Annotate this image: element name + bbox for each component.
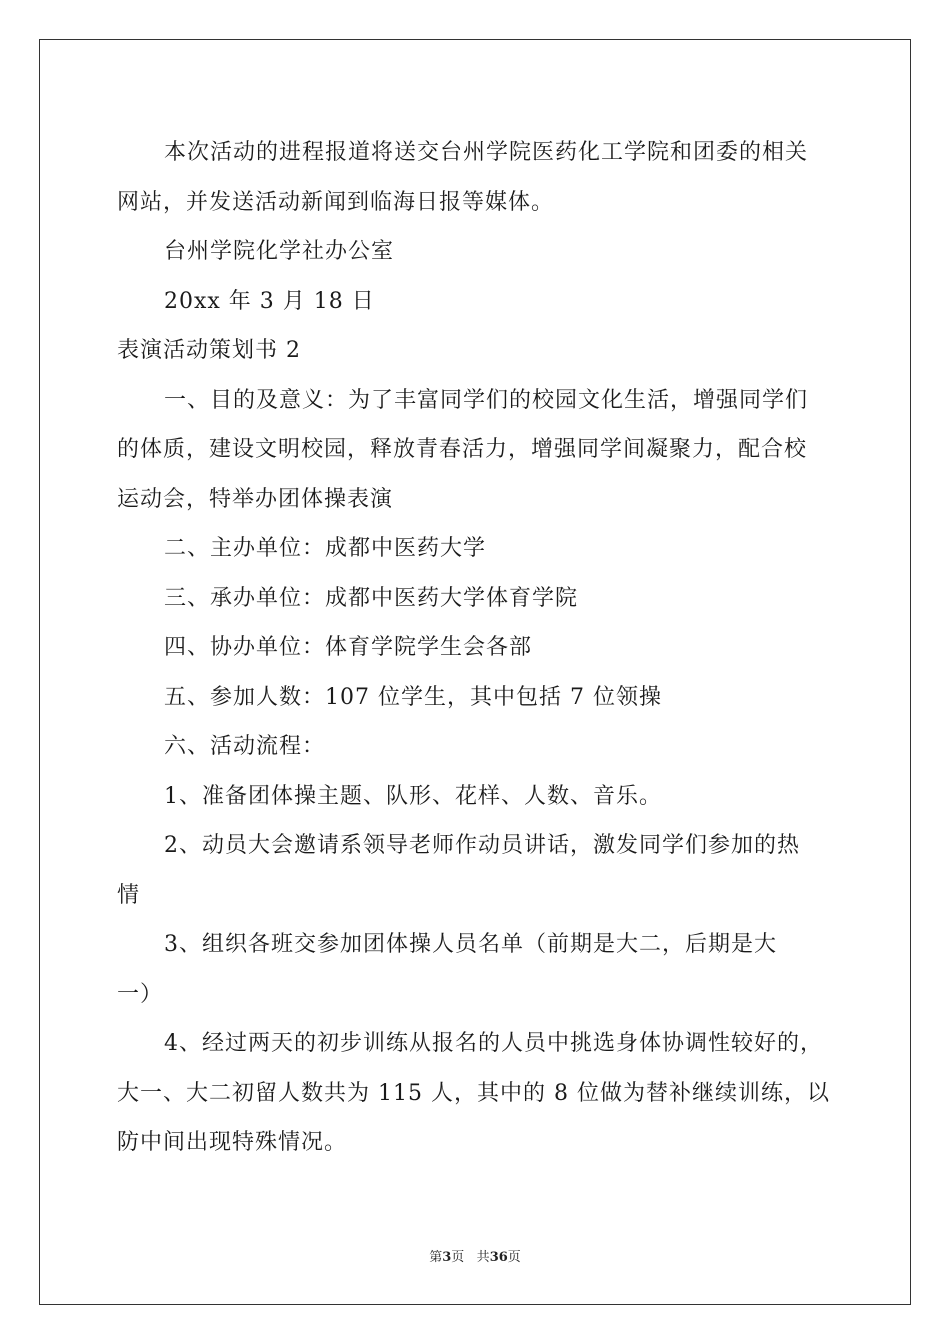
section-title: 表演活动策划书 2 [117,338,301,363]
footer-total-suffix: 页 [507,1250,521,1265]
paragraph-line: 六、活动流程： [164,734,326,759]
paragraph-line: 二、主办单位：成都中医药大学 [164,536,487,561]
page-footer [0,1246,950,1265]
paragraph-line: 三、承办单位：成都中医药大学体育学院 [164,585,579,611]
paragraph-line: 运动会，特举办团体操表演 [117,486,394,512]
footer-page-number: 3 [442,1250,452,1265]
paragraph-line: 网站，并发送活动新闻到临海日报等媒体。 [117,189,555,215]
list-item-continuation: 大一、大二初留人数共为 115 人，其中的 8 位做为替补继续训练，以 [117,1080,830,1106]
footer-total-prefix: 共 [476,1250,490,1265]
list-item-continuation: 防中间出现特殊情况。 [117,1130,348,1155]
footer-page-suffix: 页 [451,1250,465,1265]
signature-date: 20xx 年 3 月 18 日 [164,288,375,314]
list-item: 4、经过两天的初步训练从报名的人员中挑选身体协调性较好的， [164,1031,823,1056]
signature-org: 台州学院化学社办公室 [164,239,395,264]
paragraph-line: 一、目的及意义：为了丰富同学们的校园文化生活，增强同学们 [164,387,809,413]
paragraph-line: 四、协办单位：体育学院学生会各部 [164,635,533,660]
list-item-continuation: 情 [117,882,141,908]
paragraph-line: 五、参加人数：107 位学生，其中包括 7 位领操 [164,684,662,710]
document-body [117,128,837,1168]
list-item-continuation: 一） [117,981,164,1007]
footer-total-number: 36 [489,1250,508,1265]
list-item: 1、准备团体操主题、队形、花样、人数、音乐。 [164,783,662,809]
list-item: 3、组织各班交参加团体操人员名单（前期是大二，后期是大 [164,932,777,957]
paragraph-line: 的体质，建设文明校园，释放青春活力，增强同学间凝聚力，配合校 [117,437,808,462]
list-item: 2、动员大会邀请系领导老师作动员讲话，激发同学们参加的热 [164,833,800,858]
paragraph-line: 本次活动的进程报道将送交台州学院医药化工学院和团委的相关 [164,140,809,165]
footer-page-prefix: 第 [429,1250,443,1265]
